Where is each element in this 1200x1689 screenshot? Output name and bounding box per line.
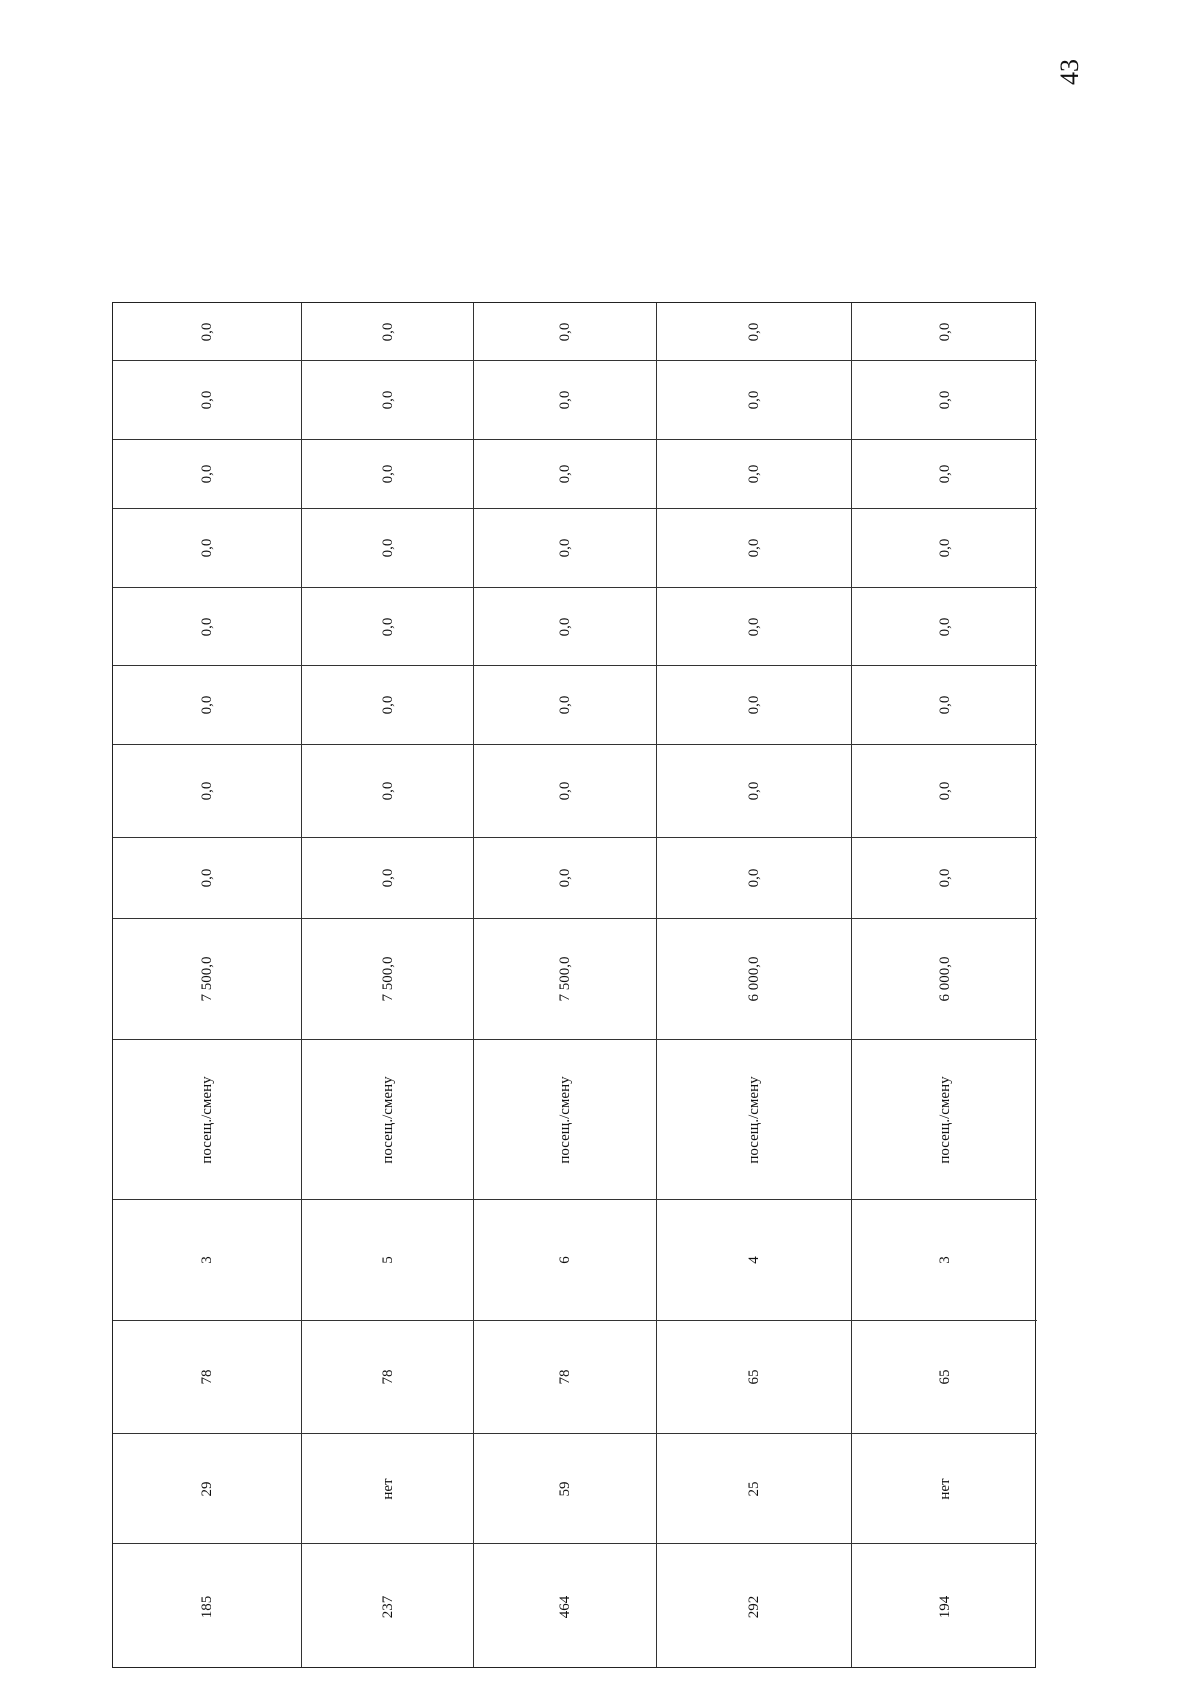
table-cell-col-4 xyxy=(302,509,473,588)
cell-text: 78 xyxy=(199,1369,215,1385)
table-cell-col-4 xyxy=(113,509,301,588)
table-cell-col-3 xyxy=(852,440,1037,509)
cell-text: 0,0 xyxy=(557,868,573,888)
table-cell-record-number xyxy=(474,1544,656,1669)
table-cell-col-7 xyxy=(113,745,301,838)
data-table xyxy=(112,302,1036,1668)
cell-text: посещ./смену xyxy=(379,1075,396,1164)
table-cell-col-3 xyxy=(474,440,656,509)
table-cell-col-6 xyxy=(657,666,851,745)
table-cell-amount xyxy=(302,919,473,1040)
cell-text: 0,0 xyxy=(936,390,953,410)
table-cell-value-a xyxy=(302,1321,473,1434)
cell-text: 7 500,0 xyxy=(199,956,215,1002)
table-cell-col-8 xyxy=(113,838,301,919)
table-cell-col-1 xyxy=(302,303,473,361)
cell-text: 0,0 xyxy=(199,464,215,484)
cell-text: 0,0 xyxy=(379,464,396,484)
table-cell-col-7 xyxy=(474,745,656,838)
table-cell-amount xyxy=(113,919,301,1040)
cell-text: посещ./смену xyxy=(557,1075,573,1164)
table-cell-amount xyxy=(474,919,656,1040)
table-cell-col-2 xyxy=(113,361,301,440)
table-cell-col-8 xyxy=(302,838,473,919)
table-cell-col-7 xyxy=(852,745,1037,838)
table-cell-unit xyxy=(474,1040,656,1200)
table-cell-count xyxy=(657,1200,851,1321)
cell-text: 0,0 xyxy=(936,695,953,715)
table-cell-col-5 xyxy=(852,588,1037,666)
cell-text: 6 xyxy=(557,1256,573,1264)
cell-text: 0,0 xyxy=(379,781,396,801)
cell-text: 0,0 xyxy=(199,695,215,715)
table-cell-record-number xyxy=(657,1544,851,1669)
cell-text: нет xyxy=(379,1477,396,1500)
table-cell-record-number xyxy=(113,1544,301,1669)
table-cell-col-8 xyxy=(474,838,656,919)
page-number: 43 xyxy=(1055,59,1084,85)
cell-text: 0,0 xyxy=(746,464,762,484)
table-cell-col-5 xyxy=(302,588,473,666)
table-cell-value-b xyxy=(302,1434,473,1544)
cell-text: 0,0 xyxy=(379,322,396,341)
cell-text: 0,0 xyxy=(379,695,396,715)
cell-text: 0,0 xyxy=(746,617,762,636)
cell-text: 0,0 xyxy=(199,390,215,410)
table-row xyxy=(113,303,302,1667)
cell-text: 0,0 xyxy=(746,538,762,558)
cell-text: 0,0 xyxy=(199,781,215,801)
cell-text: 0,0 xyxy=(936,322,953,341)
table-cell-col-1 xyxy=(657,303,851,361)
table-cell-col-7 xyxy=(657,745,851,838)
table-cell-value-b xyxy=(474,1434,656,1544)
table-cell-col-5 xyxy=(474,588,656,666)
cell-text: 25 xyxy=(746,1481,762,1496)
table-cell-unit xyxy=(302,1040,473,1200)
cell-text: 0,0 xyxy=(746,390,762,410)
cell-text: 4 xyxy=(746,1256,762,1264)
cell-text: 0,0 xyxy=(557,322,573,341)
table-cell-col-1 xyxy=(474,303,656,361)
table-cell-value-b xyxy=(113,1434,301,1544)
table-cell-record-number xyxy=(302,1544,473,1669)
table-cell-col-7 xyxy=(302,745,473,838)
table-cell-col-3 xyxy=(657,440,851,509)
table-row xyxy=(657,303,852,1667)
table-row xyxy=(302,303,474,1667)
table-cell-col-2 xyxy=(302,361,473,440)
cell-text: 78 xyxy=(557,1369,573,1385)
cell-text: 6 000,0 xyxy=(746,956,762,1002)
cell-text: 0,0 xyxy=(936,617,953,636)
table-cell-col-6 xyxy=(852,666,1037,745)
cell-text: 0,0 xyxy=(557,390,573,410)
table-cell-count xyxy=(113,1200,301,1321)
table-cell-value-a xyxy=(113,1321,301,1434)
table-cell-value-a xyxy=(852,1321,1037,1434)
cell-text: 0,0 xyxy=(557,781,573,801)
table-cell-col-1 xyxy=(852,303,1037,361)
cell-text: 194 xyxy=(936,1595,953,1618)
cell-text: 7 500,0 xyxy=(557,956,573,1002)
cell-text: 0,0 xyxy=(746,781,762,801)
table-cell-amount xyxy=(852,919,1037,1040)
cell-text: 0,0 xyxy=(379,538,396,558)
cell-text: 0,0 xyxy=(557,695,573,715)
table-cell-col-1 xyxy=(113,303,301,361)
table-cell-col-5 xyxy=(657,588,851,666)
table-cell-unit xyxy=(113,1040,301,1200)
cell-text: 0,0 xyxy=(199,868,215,888)
table-cell-count xyxy=(852,1200,1037,1321)
cell-text: 292 xyxy=(746,1595,762,1618)
cell-text: 0,0 xyxy=(379,390,396,410)
table-cell-col-2 xyxy=(657,361,851,440)
table-row xyxy=(852,303,1037,1667)
cell-text: посещ./смену xyxy=(936,1075,953,1164)
cell-text: 3 xyxy=(936,1256,953,1264)
cell-text: 0,0 xyxy=(379,868,396,888)
cell-text: 0,0 xyxy=(557,617,573,636)
cell-text: нет xyxy=(936,1477,953,1500)
cell-text: 0,0 xyxy=(199,617,215,636)
cell-text: 5 xyxy=(379,1256,396,1264)
table-cell-col-6 xyxy=(474,666,656,745)
table-cell-col-3 xyxy=(113,440,301,509)
table-cell-col-8 xyxy=(852,838,1037,919)
cell-text: 6 000,0 xyxy=(936,956,953,1002)
cell-text: посещ./смену xyxy=(199,1075,215,1164)
table-cell-unit xyxy=(657,1040,851,1200)
table-cell-col-4 xyxy=(474,509,656,588)
cell-text: 0,0 xyxy=(746,695,762,715)
cell-text: 0,0 xyxy=(936,781,953,801)
table-cell-col-6 xyxy=(113,666,301,745)
table-cell-col-8 xyxy=(657,838,851,919)
cell-text: 7 500,0 xyxy=(379,956,396,1002)
table-cell-record-number xyxy=(852,1544,1037,1669)
table-cell-col-5 xyxy=(113,588,301,666)
table-cell-value-a xyxy=(474,1321,656,1434)
cell-text: 237 xyxy=(379,1595,396,1618)
cell-text: 0,0 xyxy=(199,322,215,341)
cell-text: посещ./смену xyxy=(746,1075,762,1164)
cell-text: 0,0 xyxy=(936,868,953,888)
cell-text: 65 xyxy=(746,1369,762,1385)
cell-text: 0,0 xyxy=(746,868,762,888)
cell-text: 0,0 xyxy=(557,464,573,484)
table-cell-value-b xyxy=(657,1434,851,1544)
cell-text: 0,0 xyxy=(936,538,953,558)
table-cell-col-4 xyxy=(657,509,851,588)
cell-text: 0,0 xyxy=(379,617,396,636)
table-cell-amount xyxy=(657,919,851,1040)
table-cell-col-6 xyxy=(302,666,473,745)
cell-text: 3 xyxy=(199,1256,215,1264)
table-cell-count xyxy=(474,1200,656,1321)
cell-text: 59 xyxy=(557,1481,573,1496)
table-cell-count xyxy=(302,1200,473,1321)
cell-text: 0,0 xyxy=(557,538,573,558)
cell-text: 0,0 xyxy=(199,538,215,558)
cell-text: 185 xyxy=(199,1595,215,1618)
table-cell-col-4 xyxy=(852,509,1037,588)
cell-text: 0,0 xyxy=(936,464,953,484)
table-cell-value-a xyxy=(657,1321,851,1434)
cell-text: 29 xyxy=(199,1481,215,1496)
table-cell-unit xyxy=(852,1040,1037,1200)
table-row xyxy=(474,303,657,1667)
cell-text: 78 xyxy=(379,1369,396,1385)
table-cell-col-3 xyxy=(302,440,473,509)
cell-text: 65 xyxy=(936,1369,953,1385)
table-cell-col-2 xyxy=(852,361,1037,440)
cell-text: 0,0 xyxy=(746,322,762,341)
cell-text: 464 xyxy=(557,1595,573,1618)
table-cell-value-b xyxy=(852,1434,1037,1544)
table-cell-col-2 xyxy=(474,361,656,440)
